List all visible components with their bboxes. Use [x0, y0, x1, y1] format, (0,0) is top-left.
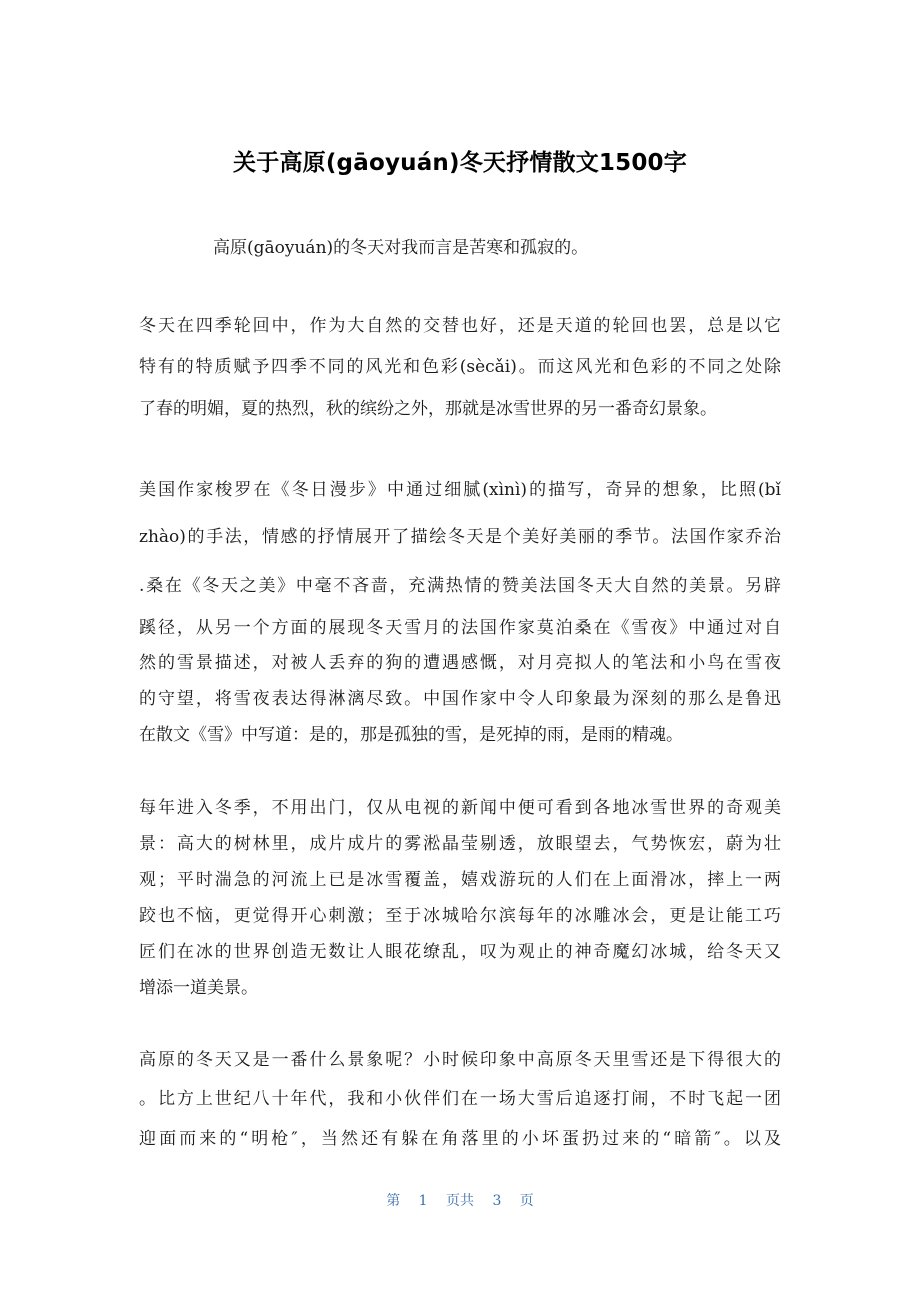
paragraph-line: .桑在《冬天之美》中毫不吝啬，充满热情的赞美法国冬天大自然的美景。另辟 [139, 576, 781, 596]
paragraph-line: 特有的特质赋予四季不同的风光和色彩(sècǎi)。而这风光和色彩的不同之处除 [139, 357, 781, 377]
paragraph-line: zhào)的手法，情感的抒情展开了描绘冬天是个美好美丽的季节。法国作家乔治 [139, 527, 781, 547]
paragraph-line: 每年进入冬季，不用出门，仅从电视的新闻中便可看到各地冰雪世界的奇观美 [139, 798, 781, 818]
document-title: 关于高原(gāoyuán)冬天抒情散文1500字 [233, 150, 687, 176]
paragraph-line: 观；平时湍急的河流上已是冰雪覆盖，嬉戏游玩的人们在上面滑冰，摔上一两 [139, 870, 781, 890]
paragraph-line: 在散文《雪》中写道：是的，那是孤独的雪，是死掉的雨，是雨的精魂。 [139, 725, 683, 745]
paragraph-line: 然的雪景描述，对被人丢弃的狗的遭遇感慨，对月亮拟人的笔法和小鸟在雪夜 [139, 653, 781, 673]
paragraph-line: 高原(gāoyuán)的冬天对我而言是苦寒和孤寂的。 [213, 238, 589, 258]
paragraph-line: 冬天在四季轮回中，作为大自然的交替也好，还是天道的轮回也罢，总是以它 [139, 316, 781, 336]
paragraph-line: 了春的明媚，夏的热烈，秋的缤纷之外，那就是冰雪世界的另一番奇幻景象。 [139, 399, 717, 419]
paragraph-line: 迎面而来的“明枪″，当然还有躲在角落里的小坏蛋扔过来的“暗箭″。以及 [139, 1129, 781, 1149]
paragraph-line: 高原的冬天又是一番什么景象呢？小时候印象中高原冬天里雪还是下得很大的 [139, 1050, 781, 1070]
paragraph-line: 增添一道美景。 [139, 978, 258, 998]
paragraph-line: 美国作家梭罗在《冬日漫步》中通过细腻(xìnì)的描写，奇异的想象，比照(bǐ [139, 480, 781, 500]
paragraph-line: 。比方上世纪八十年代，我和小伙伴们在一场大雪后追逐打闹，不时飞起一团 [139, 1089, 781, 1109]
paragraph-line: 匠们在冰的世界创造无数让人眼花缭乱，叹为观止的神奇魔幻冰城，给冬天又 [139, 942, 781, 962]
page-number-footer: 第 1 页共 3 页 [386, 1193, 534, 1209]
paragraph-line: 蹊径，从另一个方面的展现冬天雪月的法国作家莫泊桑在《雪夜》中通过对自 [139, 618, 781, 638]
paragraph-line: 跤也不恼，更觉得开心刺激；至于冰城哈尔滨每年的冰雕冰会，更是让能工巧 [139, 906, 781, 926]
paragraph-line: 景：高大的树林里，成片成片的雾淞晶莹剔透，放眼望去，气势恢宏，蔚为壮 [139, 834, 781, 854]
paragraph-line: 的守望，将雪夜表达得淋漓尽致。中国作家中令人印象最为深刻的那么是鲁迅 [139, 689, 781, 709]
